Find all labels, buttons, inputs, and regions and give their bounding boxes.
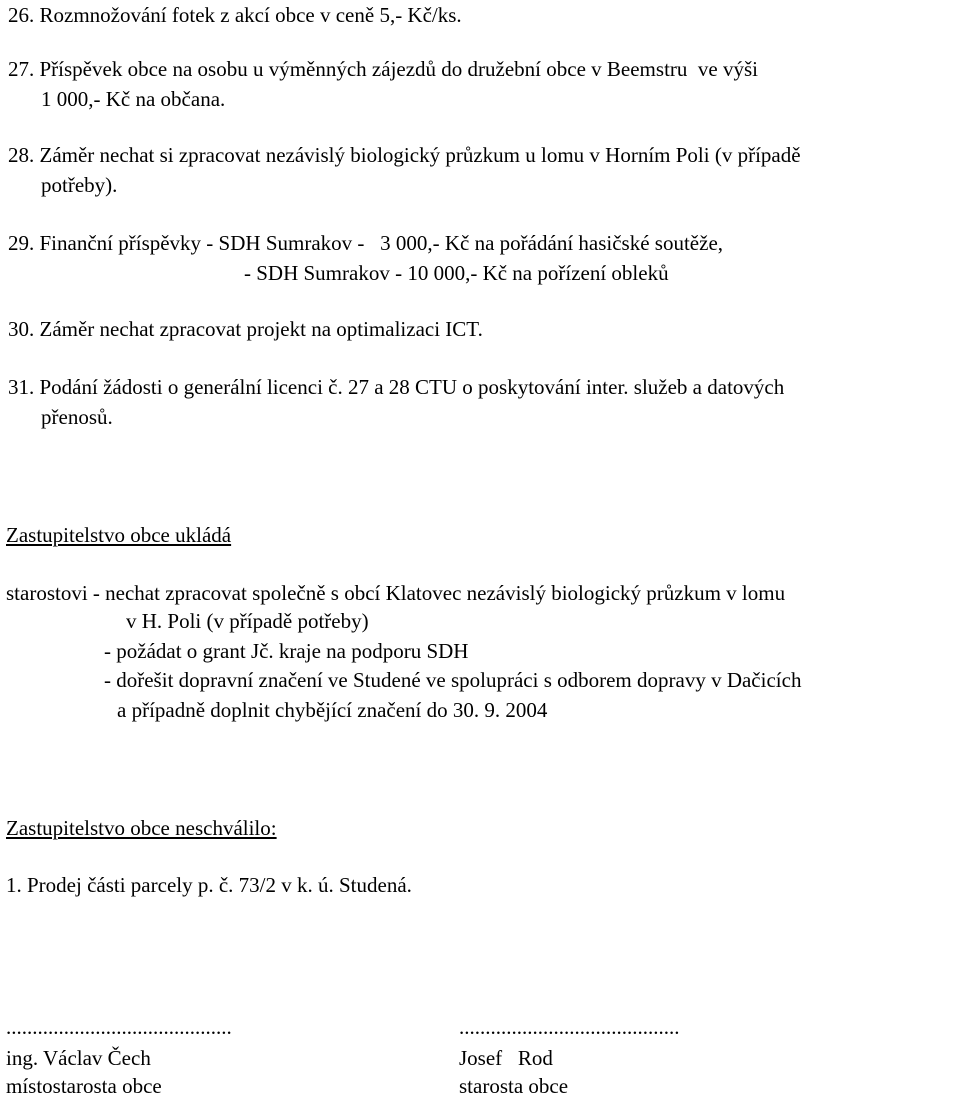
signature-right-role: starosta obce (459, 1074, 569, 1098)
signature-right-name: Josef Rod (459, 1046, 553, 1070)
neschvalilo-heading: Zastupitelstvo obce neschválilo: (6, 816, 277, 840)
uklada-heading: Zastupitelstvo obce ukládá (6, 523, 232, 547)
item-27-continuation: 1 000,- Kč na občana. (41, 87, 226, 111)
item-26: 26. Rozmnožování fotek z akcí obce v ceně 5,- Kč/ks. (8, 3, 462, 27)
item-27: 27. Příspěvek obce na osobu u výměnných zájezdů do družební obce v Beemstru ve výši (8, 57, 758, 81)
uklada-line-1: starostovi - nechat zpracovat společně s obcí Klatovec nezávislý biologický průzkum v lomu (6, 581, 786, 605)
signature-left-name: ing. Václav Čech (6, 1046, 151, 1070)
item-29-continuation: - SDH Sumrakov - 10 000,- Kč na pořízení obleků (244, 261, 669, 285)
item-28-continuation: potřeby). (41, 173, 118, 197)
uklada-line-3: - požádat o grant Jč. kraje na podporu SDH (104, 639, 469, 663)
signature-left-dots: ........................................... (6, 1015, 232, 1039)
uklada-line-2: v H. Poli (v případě potřeby) (126, 609, 369, 633)
item-31-continuation: přenosů. (41, 405, 113, 429)
signature-right-dots: .......................................... (459, 1015, 680, 1039)
uklada-line-4: - dořešit dopravní značení ve Studené ve spolupráci s odborem dopravy v Dačicích (104, 668, 802, 692)
item-28: 28. Záměr nechat si zpracovat nezávislý biologický průzkum u lomu v Horním Poli (v případě (8, 143, 801, 167)
item-29: 29. Finanční příspěvky - SDH Sumrakov - 3 000,- Kč na pořádání hasičské soutěže, (8, 231, 724, 255)
item-30: 30. Záměr nechat zpracovat projekt na optimalizaci ICT. (8, 317, 483, 341)
signature-left-role: místostarosta obce (6, 1074, 162, 1098)
item-31: 31. Podání žádosti o generální licenci č. 27 a 28 CTU o poskytování inter. služeb a datových (8, 375, 785, 399)
uklada-line-5: a případně doplnit chybějící značení do 30. 9. 2004 (117, 698, 548, 722)
neschvalilo-line-1: 1. Prodej části parcely p. č. 73/2 v k. ú. Studená. (6, 873, 412, 897)
